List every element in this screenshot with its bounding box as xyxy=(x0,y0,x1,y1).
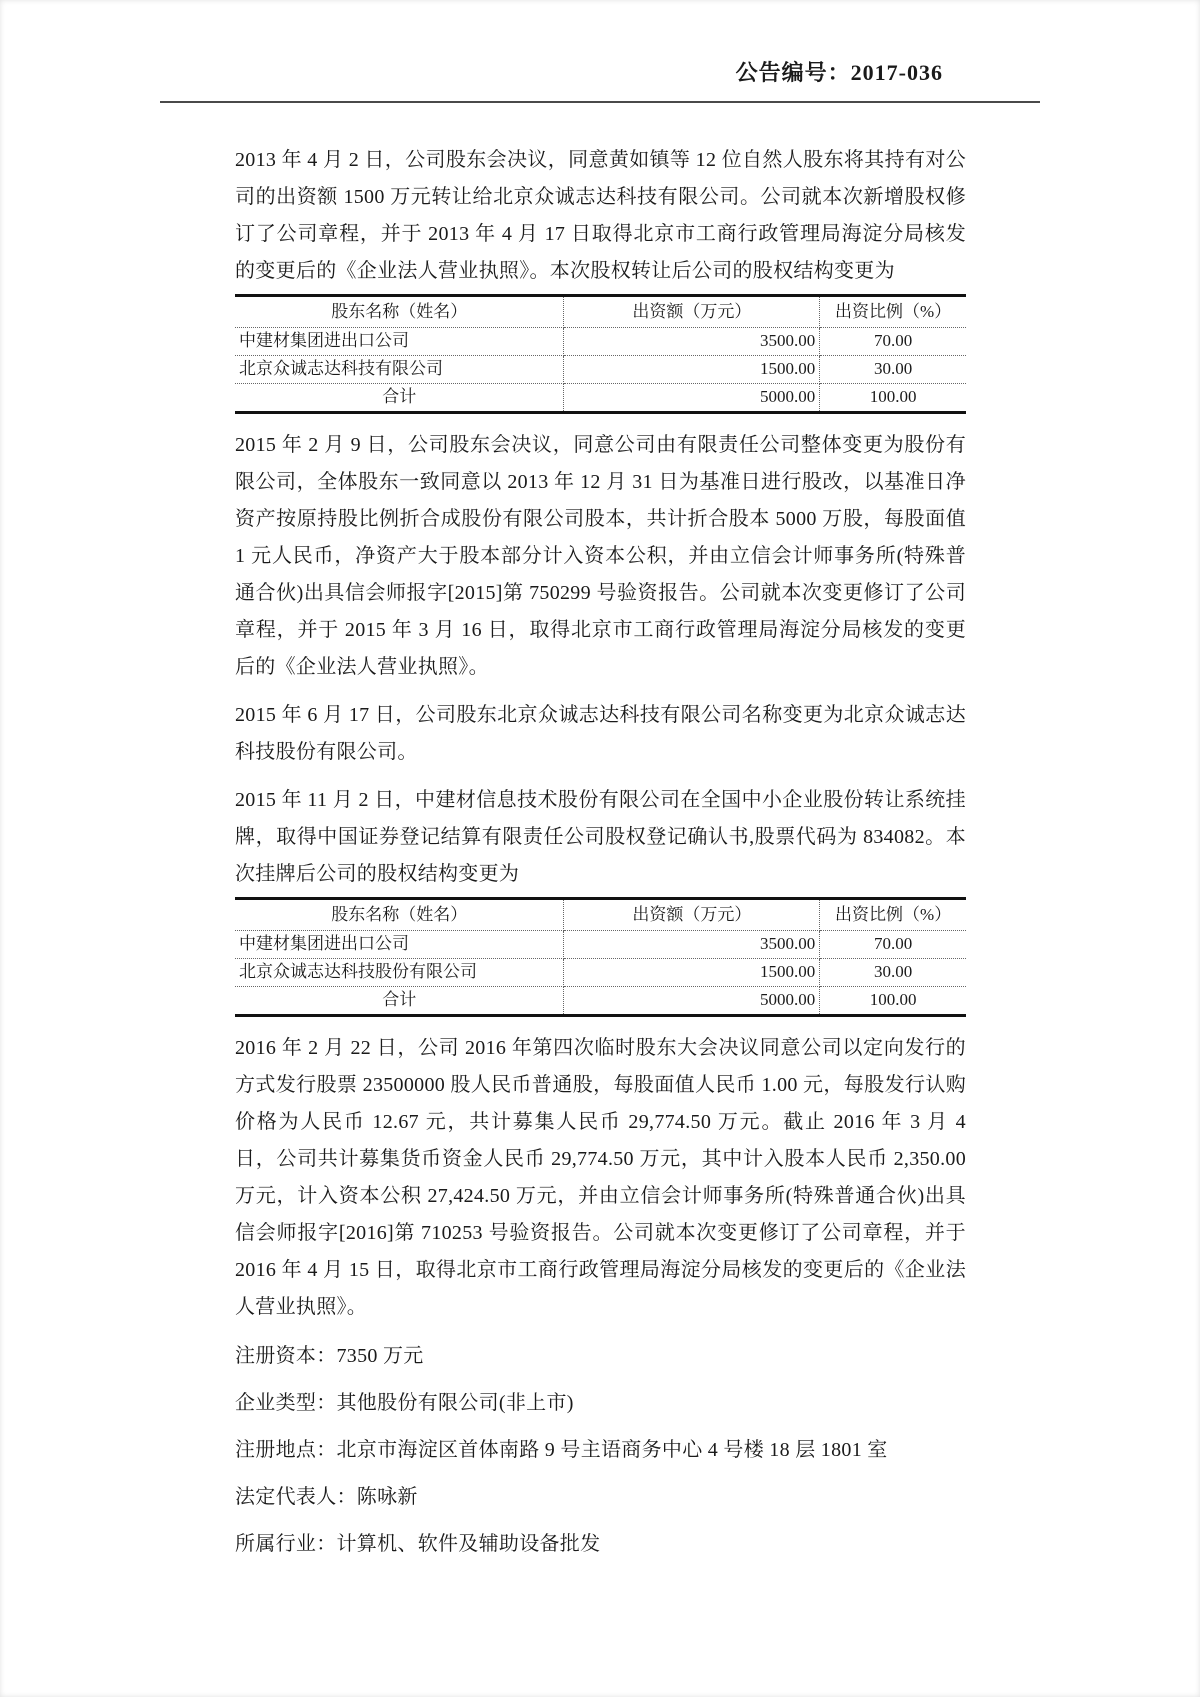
contribution-amount: 1500.00 xyxy=(564,356,820,384)
company-info-block xyxy=(235,1342,966,1558)
total-label: 合计 xyxy=(235,384,564,413)
header-contribution-ratio: 出资比例（%） xyxy=(820,296,966,328)
contribution-amount: 1500.00 xyxy=(564,959,820,987)
header-contribution-amount: 出资额（万元） xyxy=(564,296,820,328)
contribution-amount: 3500.00 xyxy=(564,328,820,356)
total-amount: 5000.00 xyxy=(564,384,820,413)
table-row xyxy=(235,356,966,384)
contribution-ratio: 70.00 xyxy=(820,328,966,356)
paragraph-2013-share-transfer: 2013 年 4 月 2 日，公司股东会决议，同意黄如镇等 12 位自然人股东将其持有对公司的出资额 1500 万元转让给北京众诚志达科技有限公司。公司就本次新增股权修订了公司章程，并于 2013 年 4 月 17 日取得北京市工商行政管理局海淀分局核发的变更后的《企业法人营业执照》。本次股权转让后公司的股权结构变更为 xyxy=(235,149,966,282)
paragraph-2015-shareholder-rename: 2015 年 6 月 17 日，公司股东北京众诚志达科技有限公司名称变更为北京众诚志达科技股份有限公司。 xyxy=(235,704,966,763)
table-row xyxy=(235,328,966,356)
shareholding-table-1 xyxy=(235,294,966,414)
table-total-row xyxy=(235,384,966,413)
paragraph-2015-joint-stock-reform: 2015 年 2 月 9 日，公司股东会决议，同意公司由有限责任公司整体变更为股份有限公司，全体股东一致同意以 2013 年 12 月 31 日为基准日进行股改，以基准日净资产按原持股比例折合成股份有限公司股本，共计折合股本 5000 万股，每股面值 1 元人民币，净资产大于股本部分计入资本公积，并由立信会计师事务所(特殊普通合伙)出具信会师报字[2015]第 750299 号验资报告。公司就本次变更修订了公司章程，并于 2015 年 3 月 16 日，取得北京市工商行政管理局海淀分局核发的变更后的《企业法人营业执照》。 xyxy=(235,434,966,678)
header-contribution-amount: 出资额（万元） xyxy=(564,899,820,931)
announcement-number: 公告编号：2017-036 xyxy=(735,60,943,85)
header-shareholder-name: 股东名称（姓名） xyxy=(235,899,564,931)
contribution-ratio: 30.00 xyxy=(820,959,966,987)
table-header-row xyxy=(235,899,966,931)
shareholder-name: 北京众诚志达科技股份有限公司 xyxy=(235,959,564,987)
total-ratio: 100.00 xyxy=(820,384,966,413)
paragraph-2016-private-placement: 2016 年 2 月 22 日，公司 2016 年第四次临时股东大会决议同意公司以定向发行的方式发行股票 23500000 股人民币普通股，每股面值人民币 1.00 元，每股发行认购价格为人民币 12.67 元，共计募集人民币 29,774.50 万元。截止 2016 年 3 月 4 日，公司共计募集货币资金人民币 29,774.50 万元，其中计入股本人民币 2,350.00 万元，计入资本公积 27,424.50 万元，并由立信会计师事务所(特殊普通合伙)出具信会师报字[2016]第 710253 号验资报告。公司就本次变更修订了公司章程，并于 2016 年 4 月 15 日，取得北京市工商行政管理局海淀分局核发的变更后的《企业法人营业执照》。 xyxy=(235,1037,966,1318)
company-info-registered-capital: 注册资本：7350 万元 xyxy=(235,1345,424,1367)
table-header-row xyxy=(235,296,966,328)
company-info-enterprise-type: 企业类型：其他股份有限公司(非上市) xyxy=(235,1392,574,1414)
company-info-legal-representative: 法定代表人：陈咏新 xyxy=(235,1486,418,1508)
company-info-registered-address: 注册地点：北京市海淀区首体南路 9 号主语商务中心 4 号楼 18 层 1801 室 xyxy=(235,1439,888,1461)
table-row xyxy=(235,959,966,987)
table-total-row xyxy=(235,987,966,1016)
total-label: 合计 xyxy=(235,987,564,1016)
shareholder-name: 北京众诚志达科技有限公司 xyxy=(235,356,564,384)
company-info-industry: 所属行业：计算机、软件及辅助设备批发 xyxy=(235,1533,601,1555)
contribution-ratio: 30.00 xyxy=(820,356,966,384)
total-ratio: 100.00 xyxy=(820,987,966,1016)
header-contribution-ratio: 出资比例（%） xyxy=(820,899,966,931)
table-row xyxy=(235,931,966,959)
shareholder-name: 中建材集团进出口公司 xyxy=(235,931,564,959)
header-divider xyxy=(160,101,1040,103)
paragraph-2015-neeq-listing: 2015 年 11 月 2 日，中建材信息技术股份有限公司在全国中小企业股份转让系统挂牌，取得中国证券登记结算有限责任公司股权登记确认书,股票代码为 834082。本次挂牌后公司的股权结构变更为 xyxy=(235,789,966,885)
shareholder-name: 中建材集团进出口公司 xyxy=(235,328,564,356)
shareholding-table-2 xyxy=(235,897,966,1017)
contribution-ratio: 70.00 xyxy=(820,931,966,959)
document-body xyxy=(235,142,966,1577)
header-shareholder-name: 股东名称（姓名） xyxy=(235,296,564,328)
contribution-amount: 3500.00 xyxy=(564,931,820,959)
total-amount: 5000.00 xyxy=(564,987,820,1016)
